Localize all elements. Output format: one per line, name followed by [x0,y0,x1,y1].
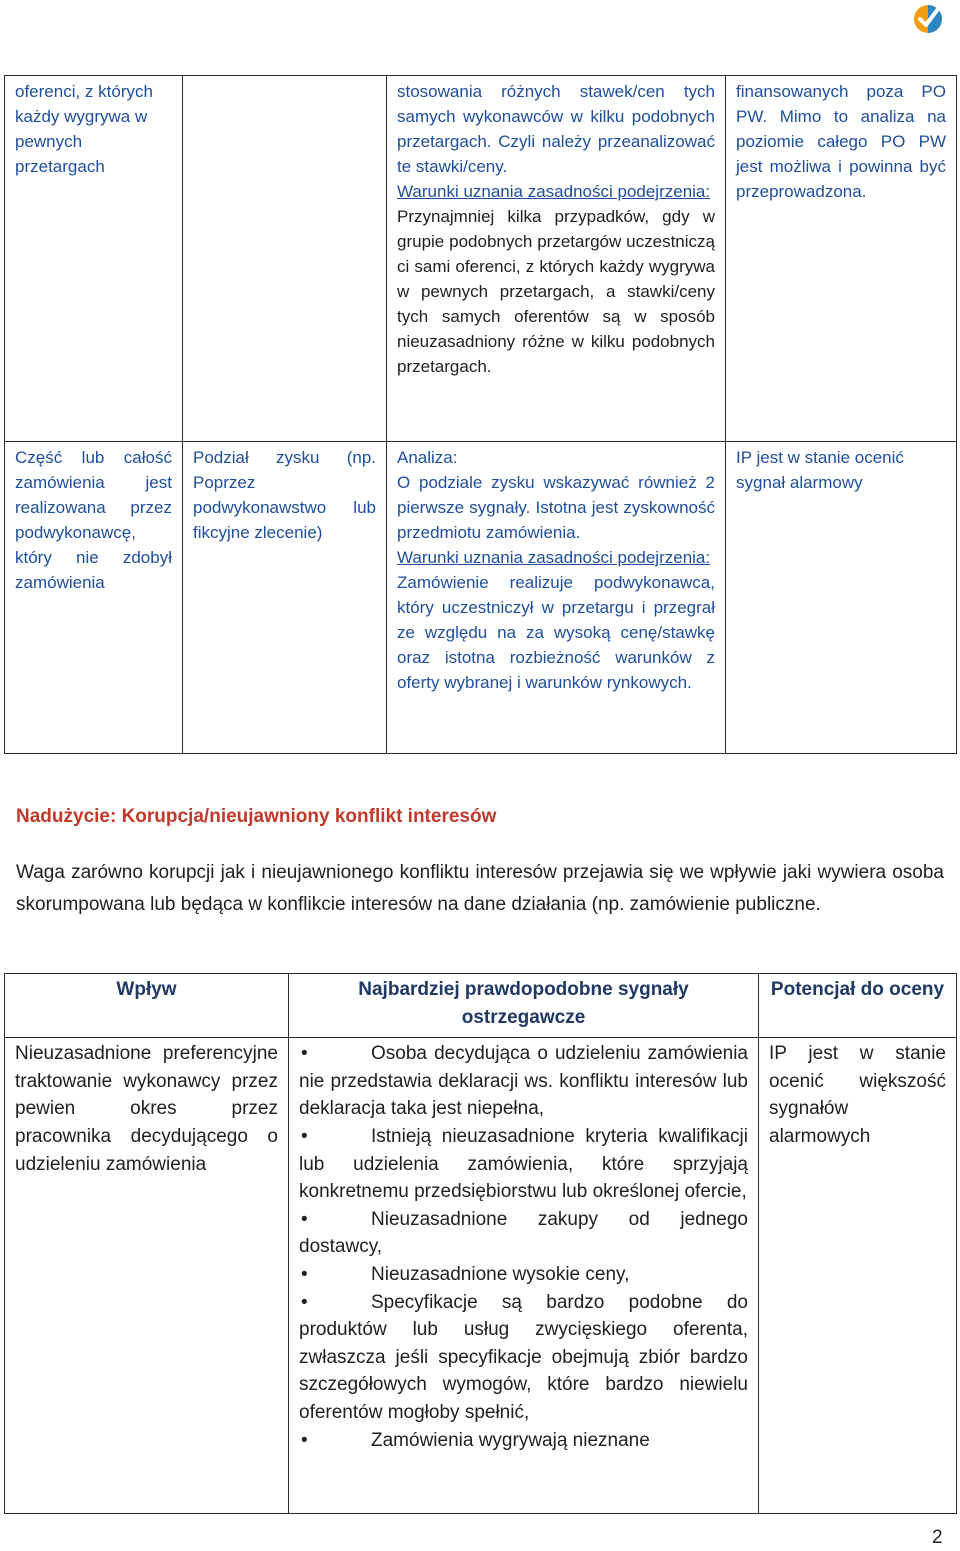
potential-text: IP jest w stanie ocenić sygnał alarmowy [736,448,904,492]
bullet-icon [299,1123,371,1151]
potential-cell [726,442,957,754]
table-row [5,76,957,442]
signal-item [299,1206,748,1261]
mechanism-cell [183,442,387,754]
signals-cell [289,1038,759,1514]
signal-text: Zamówienia wygrywają nieznane [371,1429,650,1451]
conditions-label: Warunki uznania zasadności podejrzenia: [397,182,711,201]
potential-cell [726,76,957,442]
header-impact: Wpływ [5,974,289,1038]
analysis-text: stosowania różnych stawek/cen tych samych wykonawców w kilku podobnych przetargach. Czyli należy przeanalizować te stawki/ceny. [397,82,715,176]
signal-item [299,1261,748,1289]
bullet-icon [299,1206,371,1234]
bullet-icon [299,1040,371,1068]
signal-text: Nieuzasadnione zakupy od jednego dostawcy, [299,1208,748,1258]
section-paragraph: Waga zarówno korupcji jak i nieujawnionego konfliktu interesów przejawia się we wpływie jaki wywiera osoba skorumpowana lub będąca w konflikcie interesów na dane działania (np. zamówienie publiczne. [16,862,944,915]
header-potential: Potencjał do oceny [759,974,957,1038]
checkmark-logo-icon [912,3,944,35]
signal-text: Nieuzasadnione wysokie ceny, [371,1263,630,1285]
impact-text: Część lub całość zamówienia jest realizowana przez podwykonawcę, który nie zdobył zamówienia [15,448,172,592]
section-heading: Nadużycie: Korupcja/nieujawniony konflikt interesów [16,806,497,827]
potential-text: finansowanych poza PO PW. Mimo to analiza na poziomie całego PO PW jest możliwa i powinna być przeprowadzona. [736,82,946,201]
table-row [5,442,957,754]
signal-text: Istnieją nieuzasadnione kryteria kwalifikacji lub udzielenia zamówienia, które sprzyjają konkretnemu przedsiębiorstwu lub określonej ofercie, [299,1125,748,1203]
impact-cell [5,442,183,754]
conditions-label: Warunki uznania zasadności podejrzenia: [397,548,711,567]
bullet-icon [299,1289,371,1317]
signal-item [299,1123,748,1206]
signal-item [299,1289,748,1427]
analysis-cell [387,442,726,754]
signal-item [299,1427,748,1455]
table-row [5,1038,957,1514]
bullet-icon [299,1427,371,1455]
bullet-icon [299,1261,371,1289]
signal-text: Specyfikacje są bardzo podobne do produktów lub usług zwycięskiego oferenta, zwłaszcza jeśli specyfikacje obejmują zbiór bardzo szczegółowych wymogów, które bardzo niewielu oferentów mogłoby spełnić, [299,1291,748,1423]
page-number: 2 [932,1527,943,1548]
analysis-cell [387,76,726,442]
impact-cell [5,76,183,442]
mechanism-text: Podział zysku (np. Poprzez podwykonawstwo lub fikcyjne zlecenie) [193,448,376,542]
signals-table-continued [4,75,957,754]
signal-item [299,1040,748,1123]
impact-cell: Nieuzasadnione preferencyjne traktowanie wykonawcy przez pewien okres przez pracownika decydującego o udzieleniu zamówienia [5,1038,289,1514]
analysis-label: Analiza: [397,448,458,467]
potential-cell: IP jest w stanie ocenić większość sygnałów alarmowych [759,1038,957,1514]
impact-text: oferenci, z których każdy wygrywa w pewnych przetargach [15,82,153,176]
signal-text: Osoba decydująca o udzieleniu zamówienia nie przedstawia deklaracji ws. konfliktu interesów lub deklaracja taka jest niepełna, [299,1043,748,1120]
mechanism-cell [183,76,387,442]
analysis-text: O podziale zysku wskazywać również 2 pierwsze sygnały. Istotna jest zyskowność przedmiotu zamówienia. [397,473,715,542]
table-header-row [5,974,957,1038]
header-signals: Najbardziej prawdopodobne sygnały ostrzegawcze [289,974,759,1038]
corruption-signals-table [4,973,957,1514]
conditions-text: Przynajmniej kilka przypadków, gdy w grupie podobnych przetargów uczestniczą ci sami oferenci, z których każdy wygrywa w pewnych przetargach, a stawki/ceny tych samych oferentów są w sposób nieuzasadniony różne w kilku podobnych przetargach. [397,207,715,376]
conditions-text: Zamówienie realizuje podwykonawca, który uczestniczył w przetargu i przegrał ze względu na za wysoką cenę/stawkę oraz istotna rozbieżność warunków z oferty wybranej i warunków rynkowych. [397,573,715,692]
